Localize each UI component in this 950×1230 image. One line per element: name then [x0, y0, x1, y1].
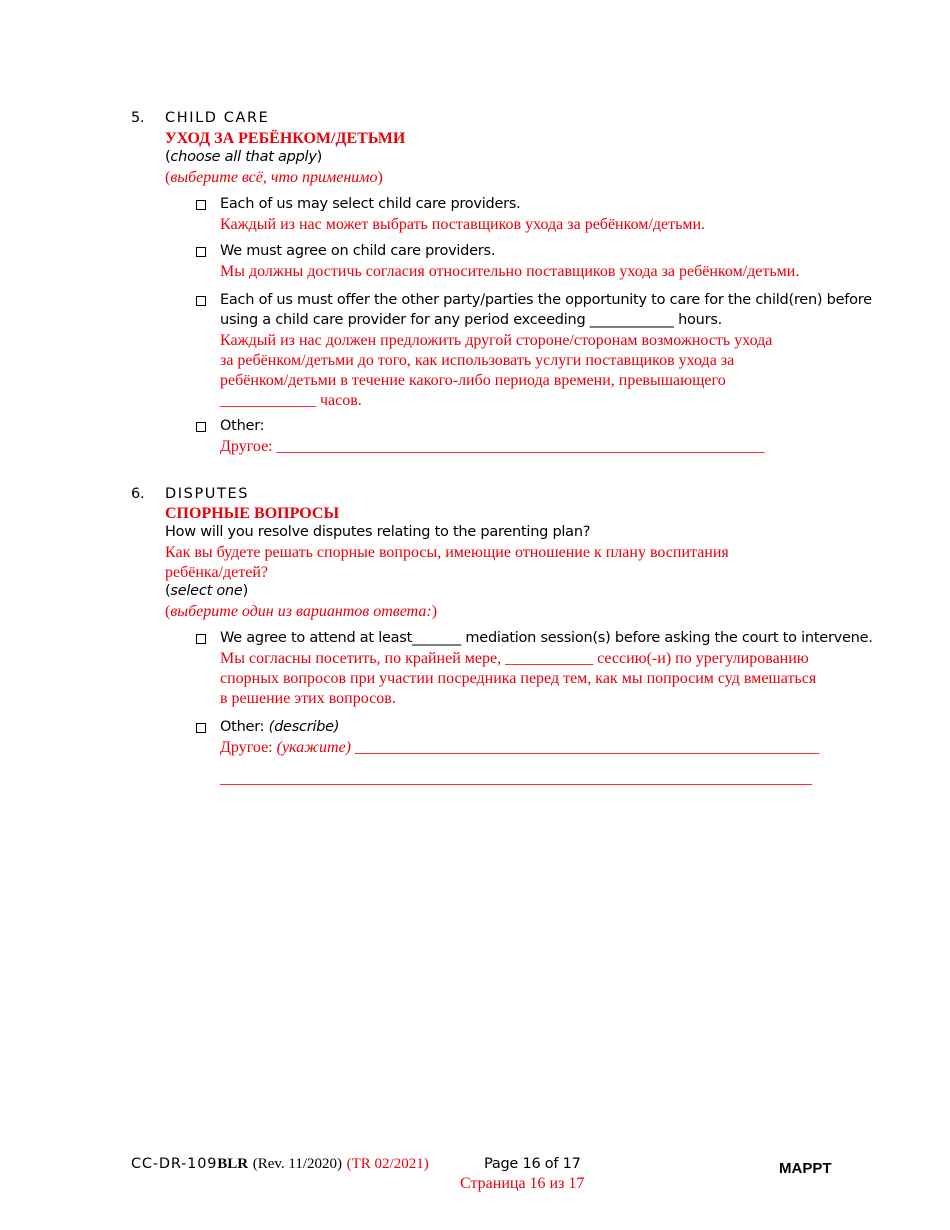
childcare-offer-label-line2[interactable]: using a child care provider for any period exceeding ____________ hours.: [220, 312, 722, 328]
disputes-other-checkbox[interactable]: [196, 723, 206, 733]
section-6-question-ru-line1: Как вы будете решать спорные вопросы, имеющие отношение к плану воспитания: [165, 544, 729, 561]
footer-mappt-label: MAPPT: [779, 1160, 832, 1177]
section-6-question-ru-line2: ребёнка/детей?: [165, 564, 268, 581]
disputes-other-label-ru: Другое:: [220, 739, 273, 756]
section-5-instruction-ru: (выберите всё, что применимо): [165, 169, 383, 186]
disputes-mediation-label-ru-line1[interactable]: Мы согласны посетить, по крайней мере, ___________ сессию(-и) по урегулированию: [220, 650, 809, 667]
disputes-other-hint-ru: (укажите): [276, 739, 351, 756]
childcare-offer-checkbox[interactable]: [196, 296, 206, 306]
childcare-select-label-ru: Каждый из нас может выбрать поставщиков ухода за ребёнком/детьми.: [220, 216, 706, 233]
section-6-instruction-text: select one: [170, 583, 243, 599]
footer-page-number: Page 16 of 17: [484, 1156, 581, 1172]
childcare-other-checkbox[interactable]: [196, 422, 206, 432]
childcare-agree-label: We must agree on child care providers.: [220, 243, 496, 259]
disputes-mediation-label[interactable]: We agree to attend at least_______ mediation session(s) before asking the court to intervene.: [220, 630, 873, 646]
footer-form-code: CC-DR-109: [131, 1156, 218, 1172]
childcare-offer-label-ru-line1: Каждый из нас должен предложить другой стороне/сторонам возможность ухода: [220, 332, 773, 349]
section-5-number: 5.: [131, 110, 145, 126]
footer-tr: (TR 02/2021): [346, 1156, 429, 1172]
childcare-offer-label-line1: Each of us must offer the other party/parties the opportunity to care for the child(ren) before: [220, 292, 872, 308]
disputes-other-line-1[interactable]: __________________________________________________________: [355, 739, 819, 756]
section-6-number: 6.: [131, 486, 145, 502]
disputes-other-line-2[interactable]: __________________________________________________________________________: [220, 770, 812, 787]
childcare-select-label: Each of us may select child care providers.: [220, 196, 521, 212]
section-5-title: CHILD CARE: [165, 110, 270, 126]
footer-form-suffix: BLR: [217, 1156, 249, 1172]
section-5-title-ru: УХОД ЗА РЕБЁНКОМ/ДЕТЬМИ: [165, 130, 406, 147]
disputes-other-label: [220, 719, 339, 735]
disputes-mediation-label-ru-line2: спорных вопросов при участии посредника перед тем, как мы попросим суд вмешаться: [220, 670, 817, 687]
childcare-other-label: Other:: [220, 418, 265, 434]
footer-rev: (Rev. 11/2020): [252, 1156, 342, 1172]
section-5-instruction: (choose all that apply): [165, 149, 323, 165]
section-6-title: DISPUTES: [165, 486, 250, 502]
section-6-instruction-ru: (выберите один из вариантов ответа:): [165, 603, 438, 620]
childcare-offer-label-ru-line2: за ребёнком/детьми до того, как использовать услуги поставщиков ухода за: [220, 352, 735, 369]
childcare-other-field-ru[interactable]: Другое: _____________________________________________________________: [220, 438, 765, 455]
footer-page-number-ru: Страница 16 из 17: [460, 1175, 585, 1192]
section-6-instruction-ru-text: выберите один из вариантов ответа:: [170, 603, 432, 620]
disputes-other-label-text: Other:: [220, 719, 265, 735]
childcare-offer-label-ru-line3: ребёнком/детьми в течение какого-либо периода времени, превышающего: [220, 372, 726, 389]
section-5-instruction-ru-text: выберите всё, что применимо: [170, 169, 378, 186]
disputes-mediation-label-ru-line3: в решение этих вопросов.: [220, 690, 396, 707]
childcare-agree-label-ru: Мы должны достичь согласия относительно поставщиков ухода за ребёнком/детьми.: [220, 263, 800, 280]
section-5-instruction-text: choose all that apply: [170, 149, 317, 165]
childcare-select-checkbox[interactable]: [196, 200, 206, 210]
section-6-instruction: (select one): [165, 583, 249, 599]
footer-form-id: [131, 1156, 429, 1173]
section-6-title-ru: СПОРНЫЕ ВОПРОСЫ: [165, 505, 340, 522]
childcare-agree-checkbox[interactable]: [196, 247, 206, 257]
section-6-question: How will you resolve disputes relating to the parenting plan?: [165, 524, 591, 540]
disputes-mediation-checkbox[interactable]: [196, 634, 206, 644]
disputes-other-field-ru[interactable]: [220, 739, 819, 757]
childcare-offer-hours-ru[interactable]: ____________ часов.: [220, 392, 362, 409]
disputes-other-hint: (describe): [268, 719, 340, 735]
